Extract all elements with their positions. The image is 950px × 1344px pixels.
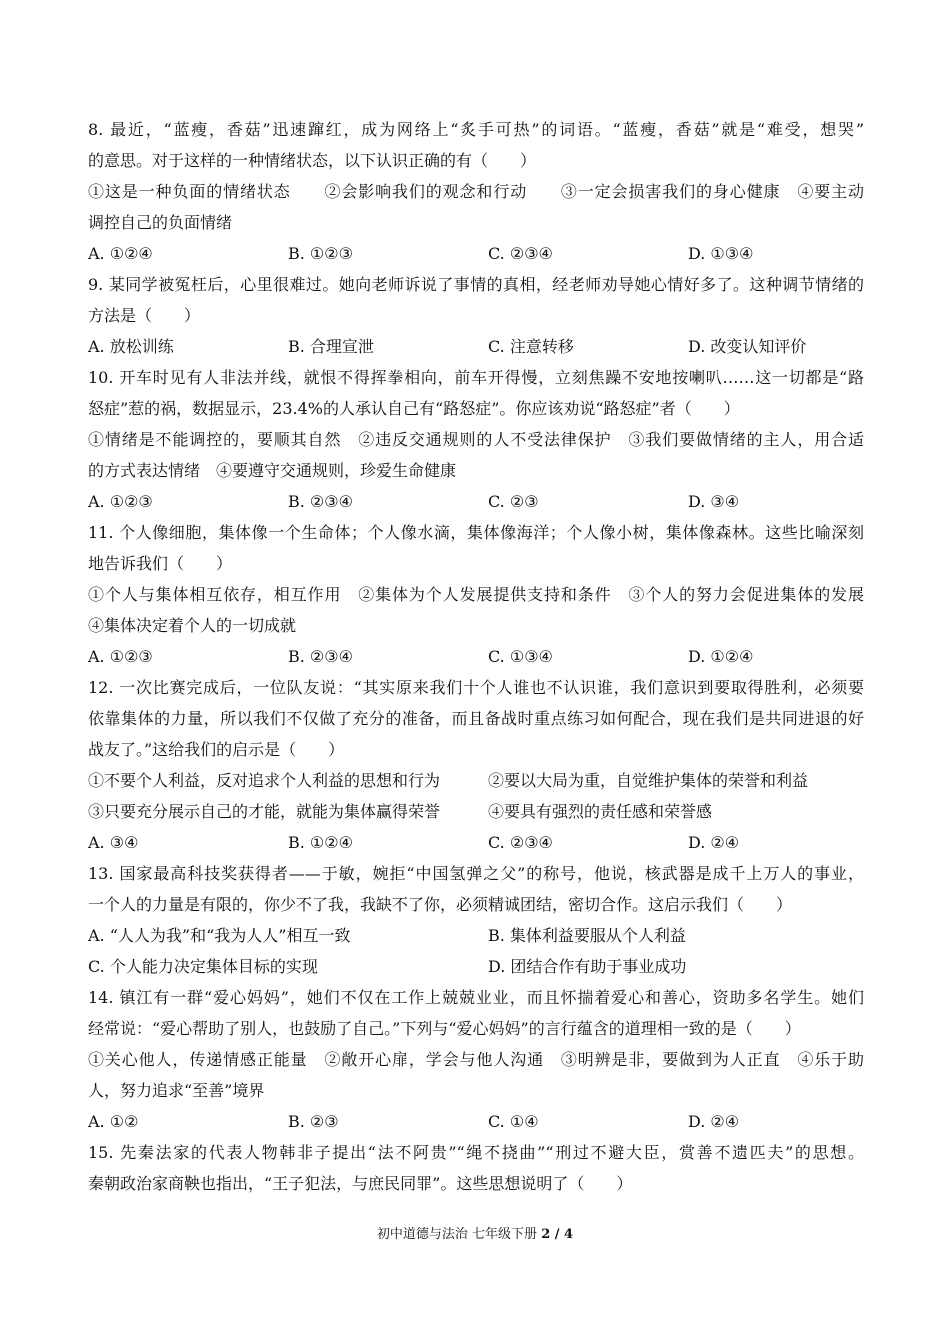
- statement-2: ②要以大局为重，自觉维护集体的荣誉和利益: [488, 771, 809, 790]
- question-stem: 9. 某同学被冤枉后，心里很难过。她向老师诉说了事情的真相，经老师劝导她心情好多了。这种调节情绪的: [88, 275, 864, 294]
- option-b: B. 集体利益要服从个人利益: [488, 926, 686, 945]
- question-stem: 13. 国家最高科技奖获得者——于敏，婉拒“中国氢弹之父”的称号，他说，核武器是成千上万人的事业，: [88, 864, 864, 883]
- question-stem: 15. 先秦法家的代表人物韩非子提出“法不阿贵”“绳不挠曲”“刑过不避大臣，赏善不遗匹夫”的思想。: [88, 1143, 864, 1162]
- answer-options: [88, 951, 864, 982]
- option-b: B. ②③④: [288, 647, 353, 666]
- statement-3: ③只要充分展示自己的才能，就能为集体赢得荣誉: [88, 802, 441, 821]
- question-statements: 人，努力追求“至善”境界: [88, 1081, 265, 1100]
- option-b: B. 合理宣泄: [288, 337, 374, 356]
- question-11: [88, 517, 864, 672]
- answer-options: [88, 486, 864, 517]
- option-b: B. ①②③: [288, 244, 353, 263]
- question-14: [88, 982, 864, 1137]
- question-stem: 怒症”惹的祸，数据显示，23.4%的人承认自己有“路怒症”。你应该劝说“路怒症”者（ ）: [88, 399, 740, 418]
- question-stem: 12. 一次比赛完成后，一位队友说：“其实原来我们十个人谁也不认识谁，我们意识到要取得胜利，必须要: [88, 678, 864, 697]
- answer-options: [88, 238, 864, 269]
- option-d: D. ①②④: [688, 647, 754, 666]
- option-c: C. ②③④: [488, 244, 553, 263]
- option-b: B. ②③: [288, 1112, 339, 1131]
- answer-options: [88, 920, 864, 951]
- question-statements: ①这是一种负面的情绪状态 ②会影响我们的观念和行动 ③一定会损害我们的身心健康 ④要主动: [88, 182, 864, 201]
- option-d: D. ③④: [688, 492, 740, 511]
- option-c: C. 个人能力决定集体目标的实现: [88, 957, 318, 976]
- question-stem: 地告诉我们（ ）: [88, 554, 233, 573]
- statement-1: ①不要个人利益，反对追求个人利益的思想和行为: [88, 771, 441, 790]
- option-d: D. ②④: [688, 833, 740, 852]
- option-c: C. ②③: [488, 492, 539, 511]
- exam-page: [88, 114, 864, 1199]
- option-a: A. “人人为我”和“我为人人”相互一致: [88, 926, 351, 945]
- question-stem: 一个人的力量是有限的，你少不了我，我缺不了你，必须精诚团结，密切合作。这启示我们（ ）: [88, 895, 793, 914]
- question-statements: ①个人与集体相互依存，相互作用 ②集体为个人发展提供支持和条件 ③个人的努力会促进集体的发展: [88, 585, 864, 604]
- option-c: C. ①④: [488, 1112, 539, 1131]
- question-stem: 依靠集体的力量，所以我们不仅做了充分的准备，而且备战时重点练习如何配合，现在我们是共同进退的好: [88, 709, 864, 728]
- question-statements: 的方式表达情绪 ④要遵守交通规则，珍爱生命健康: [88, 461, 457, 480]
- question-10: [88, 362, 864, 517]
- statement-4: ④要具有强烈的责任感和荣誉感: [488, 802, 713, 821]
- question-stem: 方法是（ ）: [88, 306, 201, 325]
- question-statements: ④集体决定着个人的一切成就: [88, 616, 297, 635]
- question-15: [88, 1137, 864, 1199]
- question-stem: 8. 最近，“蓝瘦，香菇”迅速蹿红，成为网络上“炙手可热”的词语。“蓝瘦，香菇”就是“难受，想哭”: [88, 120, 864, 139]
- question-8: [88, 114, 864, 269]
- answer-options: [88, 641, 864, 672]
- question-stem: 10. 开车时见有人非法并线，就恨不得挥拳相向，前车开得慢，立刻焦躁不安地按喇叭……这一切都是“路: [88, 368, 864, 387]
- option-c: C. ②③④: [488, 833, 553, 852]
- question-stem: 秦朝政治家商鞅也指出，“王子犯法，与庶民同罪”。这些思想说明了（ ）: [88, 1174, 633, 1193]
- page-footer: [0, 1225, 950, 1245]
- question-stem: 14. 镇江有一群“爱心妈妈”，她们不仅在工作上兢兢业业，而且怀揣着爱心和善心，资助多名学生。她们: [88, 988, 864, 1007]
- option-a: A. ①②④: [88, 244, 153, 263]
- footer-subject: 初中道德与法治 七年级下册: [376, 1227, 542, 1242]
- option-a: A. ①②③: [88, 492, 153, 511]
- option-a: A. ①②: [88, 1112, 139, 1131]
- option-d: D. 改变认知评价: [688, 337, 807, 356]
- question-statements: 调控自己的负面情绪: [88, 213, 233, 232]
- question-statements: ①情绪是不能调控的，要顺其自然 ②违反交通规则的人不受法律保护 ③我们要做情绪的主人，用合适: [88, 430, 864, 449]
- question-12: [88, 672, 864, 858]
- answer-options: [88, 827, 864, 858]
- question-stem: 11. 个人像细胞，集体像一个生命体；个人像水滴，集体像海洋；个人像小树，集体像森林。这些比喻深刻: [88, 523, 864, 542]
- question-13: [88, 858, 864, 982]
- option-d: D. ①③④: [688, 244, 754, 263]
- page-number: 2 / 4: [541, 1227, 574, 1242]
- option-b: B. ②③④: [288, 492, 353, 511]
- question-statements: ①关心他人，传递情感正能量 ②敞开心扉，学会与他人沟通 ③明辨是非，要做到为人正直 ④乐于助: [88, 1050, 864, 1069]
- answer-options: [88, 331, 864, 362]
- question-stem: 战友了。”这给我们的启示是（ ）: [88, 740, 345, 759]
- option-b: B. ①②④: [288, 833, 353, 852]
- option-c: C. 注意转移: [488, 337, 574, 356]
- question-stem: 经常说：“爱心帮助了别人，也鼓励了自己。”下列与“爱心妈妈”的言行蕴含的道理相一致的是（ ）: [88, 1019, 801, 1038]
- option-a: A. 放松训练: [88, 337, 174, 356]
- answer-options: [88, 1106, 864, 1137]
- option-a: A. ①②③: [88, 647, 153, 666]
- option-a: A. ③④: [88, 833, 139, 852]
- question-statements: [88, 796, 864, 827]
- option-d: D. 团结合作有助于事业成功: [488, 957, 687, 976]
- option-c: C. ①③④: [488, 647, 553, 666]
- option-d: D. ②④: [688, 1112, 740, 1131]
- question-9: [88, 269, 864, 362]
- question-stem: 的意思。对于这样的一种情绪状态，以下认识正确的有（ ）: [88, 151, 537, 170]
- question-statements: [88, 765, 864, 796]
